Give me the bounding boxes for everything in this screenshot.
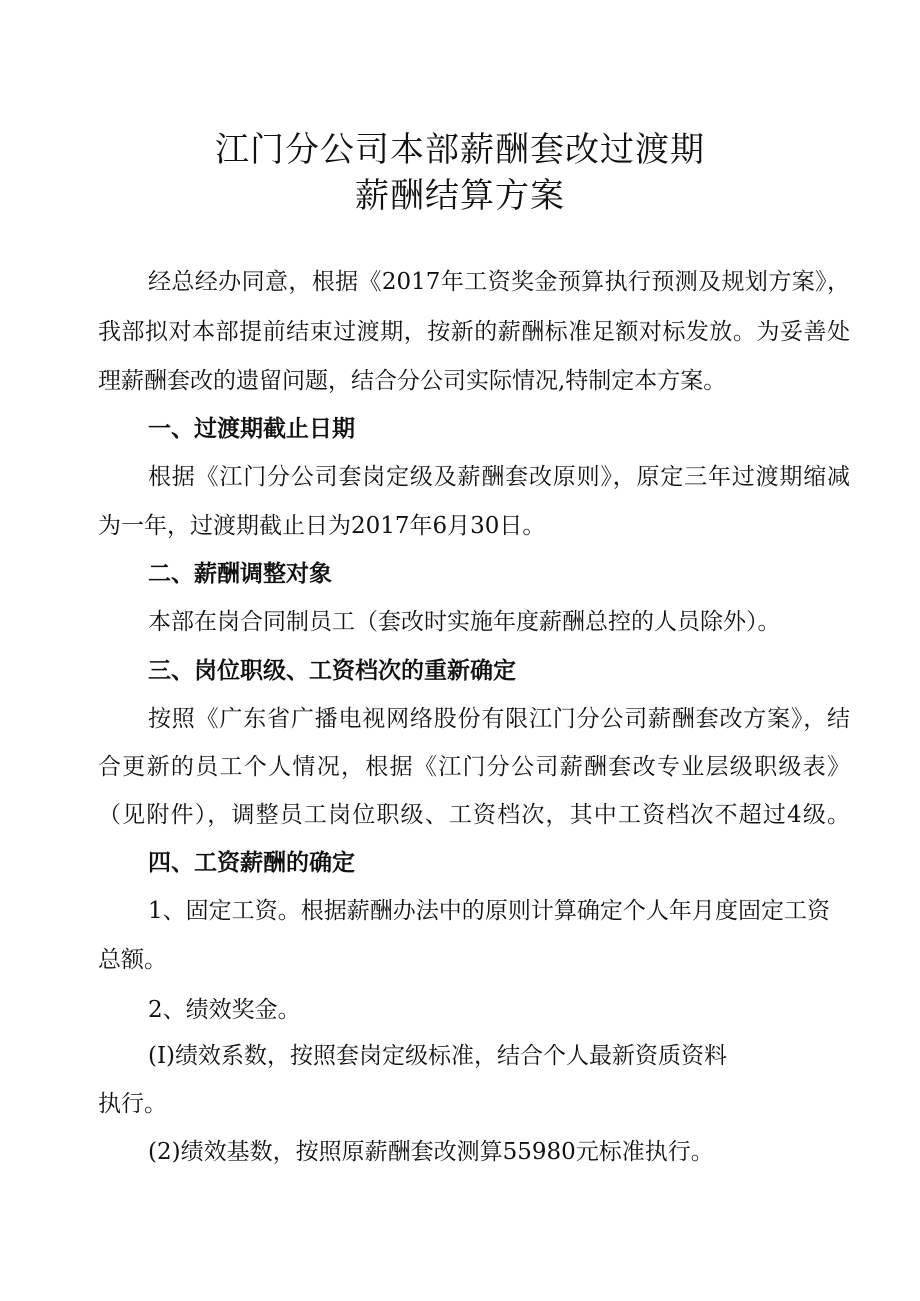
section-3-heading: 三、岗位职级、工资档次的重新确定 bbox=[148, 657, 516, 684]
section-2-heading: 二、薪酬调整对象 bbox=[148, 560, 332, 587]
title-line-2: 薪酬结算方案 bbox=[355, 176, 565, 216]
section-3-line-3: （见附件），调整员工岗位职级、工资档次，其中工资档次不超过4级。 bbox=[98, 802, 850, 828]
intro-line-1: 经总经办同意，根据《2017年工资奖金预算执行预测及规划方案》， bbox=[148, 269, 850, 295]
section-4-sub-1-line-1: (I)绩效系数，按照套岗定级标准，结合个人最新资质资料 bbox=[148, 1043, 728, 1069]
section-4-item-2: 2、绩效奖金。 bbox=[148, 997, 301, 1023]
title-line-1: 江门分公司本部薪酬套改过渡期 bbox=[215, 130, 705, 170]
section-4-item-1-line-1: 1、固定工资。根据薪酬办法中的原则计算确定个人年月度固定工资 bbox=[148, 898, 830, 924]
section-1-heading: 一、过渡期截止日期 bbox=[148, 415, 355, 442]
intro-line-3: 理薪酬套改的遗留问题，结合分公司实际情况,特制定本方案。 bbox=[98, 368, 727, 394]
section-3-line-1: 按照《广东省广播电视网络股份有限江门分公司薪酬套改方案》，结 bbox=[148, 706, 850, 732]
section-4-sub-1-line-2: 执行。 bbox=[98, 1091, 167, 1117]
section-1-line-1: 根据《江门分公司套岗定级及薪酬套改原则》，原定三年过渡期缩减 bbox=[148, 464, 850, 490]
intro-line-2: 我部拟对本部提前结束过渡期，按新的薪酬标准足额对标发放。为妥善处 bbox=[98, 319, 850, 345]
section-4-item-1-line-2: 总额。 bbox=[98, 947, 167, 973]
section-2-line-1: 本部在岗合同制员工（套改时实施年度薪酬总控的人员除外）。 bbox=[148, 609, 781, 635]
section-3-line-2: 合更新的员工个人情况，根据《江门分公司薪酬套改专业层级职级表》 bbox=[98, 754, 850, 780]
section-4-sub-2: (2)绩效基数，按照原薪酬套改测算55980元标准执行。 bbox=[148, 1139, 714, 1165]
section-4-heading: 四、工资薪酬的确定 bbox=[148, 849, 355, 876]
section-1-line-2: 为一年，过渡期截止日为2017年6月30日。 bbox=[98, 513, 546, 539]
